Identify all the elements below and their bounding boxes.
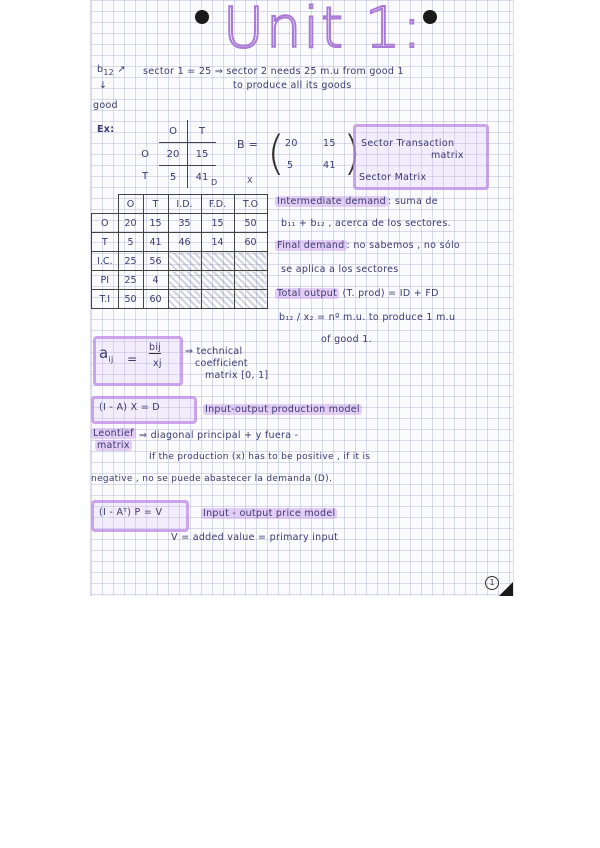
sector-note-line1: sector 1 = 25 ⇒ sector 2 needs 25 m.u from good 1 bbox=[143, 66, 404, 77]
matrix-label: matrix bbox=[97, 440, 130, 451]
io-cell-shaded bbox=[234, 290, 267, 309]
io-cell: 25 bbox=[118, 271, 143, 290]
example-header: O bbox=[159, 120, 188, 143]
binder-hole-left bbox=[195, 10, 209, 24]
matrix-bracket-right: ) bbox=[343, 126, 361, 180]
io-top-mark-d: D bbox=[211, 178, 218, 187]
io-row-label: O bbox=[92, 214, 119, 233]
io-cell-shaded bbox=[201, 252, 234, 271]
io-header: I.D. bbox=[168, 195, 201, 214]
notebook-page bbox=[90, 0, 514, 596]
io-cell: 41 bbox=[143, 233, 168, 252]
ratio-line2: of good 1. bbox=[321, 334, 372, 345]
example-cell: 41 bbox=[188, 166, 217, 189]
io-row-label: PI bbox=[92, 271, 119, 290]
io-cell: 46 bbox=[168, 233, 201, 252]
total-output-def: Total output (T. prod) = ID + FD bbox=[277, 288, 439, 299]
matrix-name-line2: matrix bbox=[431, 150, 464, 161]
example-cell: 5 bbox=[169, 171, 177, 183]
intermediate-demand-def: Intermediate demand : suma de bbox=[277, 196, 438, 207]
formula-a: $a_{ij}$ bbox=[99, 344, 114, 364]
matrix-name-line1: Sector Transaction bbox=[361, 138, 455, 149]
final-demand-term: Final demand bbox=[277, 240, 345, 251]
io-cell: 15 bbox=[143, 214, 168, 233]
technical-note-line2: coefficient bbox=[195, 358, 248, 369]
io-cell-shaded bbox=[168, 290, 201, 309]
io-row-label: T bbox=[92, 233, 119, 252]
io-cell-shaded bbox=[168, 271, 201, 290]
io-header: T.O bbox=[234, 195, 267, 214]
io-cell: 4 bbox=[143, 271, 168, 290]
example-cell: 15 bbox=[188, 143, 217, 166]
example-header: T bbox=[188, 120, 217, 143]
intermediate-demand-term: Intermediate demand bbox=[277, 196, 387, 207]
b-matrix-cell: 15 bbox=[323, 138, 336, 149]
io-cell: 25 bbox=[118, 252, 143, 271]
price-model-note: V = added value = primary input bbox=[171, 532, 339, 543]
good-label: good bbox=[93, 100, 118, 111]
io-cell: 50 bbox=[234, 214, 267, 233]
page-title: Unit 1: bbox=[223, 0, 424, 61]
production-line2: negative , no se puede abastecer la demanda (D). bbox=[91, 474, 333, 484]
leontief-note: ⇒ diagonal principal + y fuera - bbox=[139, 430, 299, 441]
ratio-line1: b₁₂ / x₂ = nº m.u. to produce 1 m.u bbox=[279, 312, 456, 323]
page-number: 1 bbox=[485, 576, 499, 590]
io-cell: 50 bbox=[118, 290, 143, 309]
sector-note-line2: to produce all its goods bbox=[233, 80, 352, 91]
production-model-name: Input-output production model bbox=[205, 404, 360, 415]
io-cell-shaded bbox=[201, 271, 234, 290]
leontief-label: Leontief bbox=[93, 428, 134, 439]
io-cell-shaded bbox=[201, 290, 234, 309]
final-demand-def: Final demand : no sabemos , no sólo bbox=[277, 240, 460, 251]
io-cell: 60 bbox=[234, 233, 267, 252]
io-cell: 5 bbox=[118, 233, 143, 252]
example-row-label: O bbox=[141, 148, 149, 160]
production-equation: (I - A) X = D bbox=[99, 402, 160, 413]
formula-num: bij bbox=[149, 342, 162, 353]
b-matrix-cell: 20 bbox=[285, 138, 298, 149]
b-matrix-label: B = bbox=[237, 138, 259, 151]
b-matrix-cell: 41 bbox=[323, 160, 336, 171]
b-matrix-cell: 5 bbox=[287, 160, 294, 171]
io-cell-shaded bbox=[234, 252, 267, 271]
io-cell: 15 bbox=[201, 214, 234, 233]
intermediate-demand-line2: b₁₁ + b₁₂ , acerca de los sectores. bbox=[281, 218, 451, 229]
io-row-label: T.I bbox=[92, 290, 119, 309]
io-header bbox=[92, 195, 119, 214]
io-cell: 56 bbox=[143, 252, 168, 271]
io-header: T bbox=[143, 195, 168, 214]
down-arrow: ↓ bbox=[99, 80, 108, 91]
io-cell-shaded bbox=[234, 271, 267, 290]
matrix-alt-name: Sector Matrix bbox=[359, 172, 427, 183]
formula-den: xj bbox=[153, 358, 162, 369]
io-top-mark-x: X bbox=[247, 176, 253, 185]
page-corner bbox=[499, 582, 513, 596]
io-row-label: I.C. bbox=[92, 252, 119, 271]
formula-eq: = bbox=[127, 352, 138, 366]
price-equation: (I - Aᵀ) P = V bbox=[99, 507, 163, 518]
final-demand-line2: se aplica a los sectores bbox=[281, 264, 399, 275]
io-cell: 20 bbox=[118, 214, 143, 233]
b12-label: $b_{12}$ ↗ bbox=[97, 64, 126, 77]
production-line1: If the production (x) has to be positive , if it is bbox=[149, 452, 371, 462]
io-header: F.D. bbox=[201, 195, 234, 214]
io-table bbox=[91, 194, 268, 309]
total-output-term: Total output bbox=[277, 288, 338, 299]
io-cell-shaded bbox=[168, 252, 201, 271]
io-cell: 35 bbox=[168, 214, 201, 233]
example-label: Ex: bbox=[97, 124, 115, 135]
price-model-name: Input - output price model bbox=[203, 508, 336, 519]
binder-hole-right bbox=[423, 10, 437, 24]
technical-note-line3: matrix [0, 1] bbox=[205, 370, 269, 381]
example-row-label: T bbox=[141, 171, 149, 183]
example-table bbox=[131, 120, 216, 188]
matrix-bracket-left: ( bbox=[267, 126, 285, 180]
io-cell: 60 bbox=[143, 290, 168, 309]
example-cell: 20 bbox=[159, 143, 188, 166]
technical-note-line1: ⇒ technical bbox=[185, 346, 243, 357]
io-header: O bbox=[118, 195, 143, 214]
io-cell: 14 bbox=[201, 233, 234, 252]
